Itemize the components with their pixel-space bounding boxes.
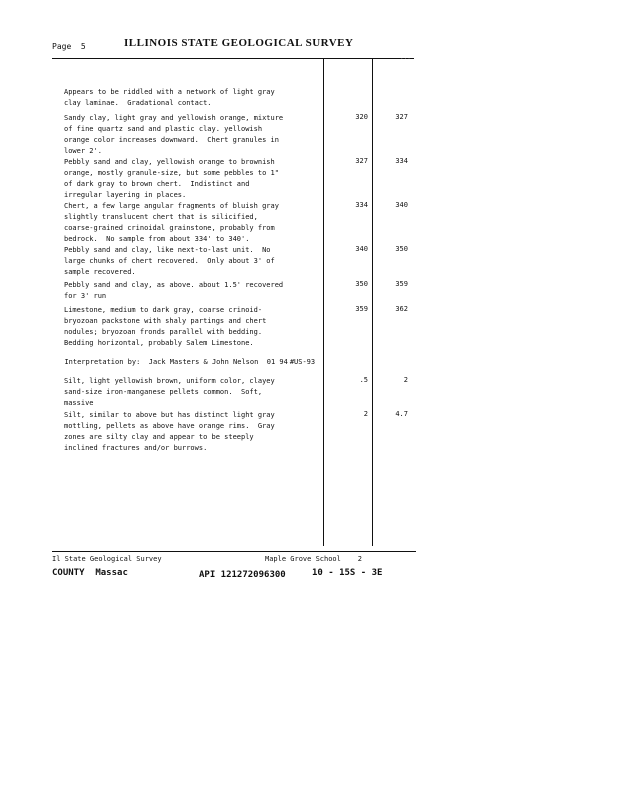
entry-line: nodules; bryozoan fronds parallel with bedding.	[64, 328, 263, 336]
footer-api: API 121272096300	[199, 570, 286, 580]
entry-description	[64, 280, 319, 302]
entry-description	[64, 113, 319, 157]
depth-to: 359	[395, 280, 408, 288]
entry-description	[64, 157, 319, 201]
entry-line: Silt, light yellowish brown, uniform color, clayey	[64, 377, 275, 385]
entry-line: slightly translucent chert that is silicified,	[64, 213, 258, 221]
entry-line: Appears to be riddled with a network of light gray	[64, 88, 275, 96]
entry-description	[64, 376, 319, 409]
depth-from: 340	[355, 245, 368, 253]
entry-line: Pebbly sand and clay, as above. about 1.5' recovered	[64, 281, 284, 289]
depth-from: 334	[355, 201, 368, 209]
footer-well-name: Maple Grove School 2	[265, 555, 362, 563]
depth-from: 320	[355, 113, 368, 121]
entry-line: coarse-grained crinoidal grainstone, probably from	[64, 224, 275, 232]
entry-line: mottling, pellets as above have orange rims. Gray	[64, 422, 275, 430]
entry-line: inclined fractures and/or burrows.	[64, 444, 208, 452]
footer-county: COUNTY Massac	[52, 568, 128, 578]
scan-tick: ...	[400, 54, 411, 61]
entry-line: Silt, similar to above but has distinct light gray	[64, 411, 275, 419]
column-divider-right	[372, 58, 373, 546]
entry-line: Limestone, medium to dark gray, coarse crinoid-	[64, 306, 263, 314]
entry-line: orange, mostly granule-size, but some pebbles to 1"	[64, 169, 279, 177]
entry-line: irregular layering in places.	[64, 191, 187, 199]
entry-line: massive	[64, 399, 94, 407]
entry-line: of dark gray to brown chert. Indistinct and	[64, 180, 250, 188]
entry-description	[64, 305, 319, 349]
entry-line: clay laminae. Gradational contact.	[64, 99, 212, 107]
depth-from: 359	[355, 305, 368, 313]
entry-description	[64, 87, 319, 109]
interpretation-tag: #US-93	[289, 358, 316, 366]
entry-description	[64, 410, 319, 454]
depth-to: 362	[395, 305, 408, 313]
depth-from: 2	[363, 410, 368, 418]
depth-to: 340	[395, 201, 408, 209]
depth-to: 4.7	[395, 410, 408, 418]
entry-line: for 3' run	[64, 292, 107, 300]
footer-survey-name: Il State Geological Survey	[52, 555, 162, 563]
depth-to: 327	[395, 113, 408, 121]
entry-description	[64, 245, 319, 278]
entry-line: Pebbly sand and clay, like next-to-last unit. No	[64, 246, 271, 254]
entry-line: Chert, a few large angular fragments of bluish gray	[64, 202, 279, 210]
depth-to: 2	[403, 376, 408, 384]
entry-line: Sandy clay, light gray and yellowish orange, mixture	[64, 114, 284, 122]
depth-from: .5	[359, 376, 368, 384]
interpretation-text: Interpretation by: Jack Masters & John Nelson 01 94	[64, 358, 288, 366]
top-rule	[52, 58, 414, 59]
column-divider-left	[323, 58, 324, 546]
depth-from: 350	[355, 280, 368, 288]
entry-line: bryozoan packstone with shaly partings and chert	[64, 317, 267, 325]
footer-rule	[52, 551, 416, 552]
entry-line: large chunks of chert recovered. Only about 3' of	[64, 257, 275, 265]
entry-line: lower 2'.	[64, 147, 102, 155]
entry-line: Pebbly sand and clay, yellowish orange to brownish	[64, 158, 275, 166]
entry-line: of fine quartz sand and plastic clay. yellowish	[64, 125, 263, 133]
entry-line: orange color increases downward. Chert granules in	[64, 136, 279, 144]
entry-line: zones are silty clay and appear to be steeply	[64, 433, 254, 441]
entry-line: sample recovered.	[64, 268, 136, 276]
entry-description	[64, 201, 319, 245]
depth-from: 327	[355, 157, 368, 165]
entry-line: bedrock. No sample from about 334' to 340'.	[64, 235, 250, 243]
entry-line: sand-size iron-manganese pellets common. Soft,	[64, 388, 263, 396]
interpretation-line	[56, 350, 315, 366]
page-label: Page 5	[52, 42, 86, 51]
survey-title: ILLINOIS STATE GEOLOGICAL SURVEY	[124, 37, 354, 49]
depth-to: 350	[395, 245, 408, 253]
footer-location: 10 - 15S - 3E	[312, 568, 383, 578]
depth-to: 334	[395, 157, 408, 165]
entry-line: Bedding horizontal, probably Salem Limestone.	[64, 339, 254, 347]
